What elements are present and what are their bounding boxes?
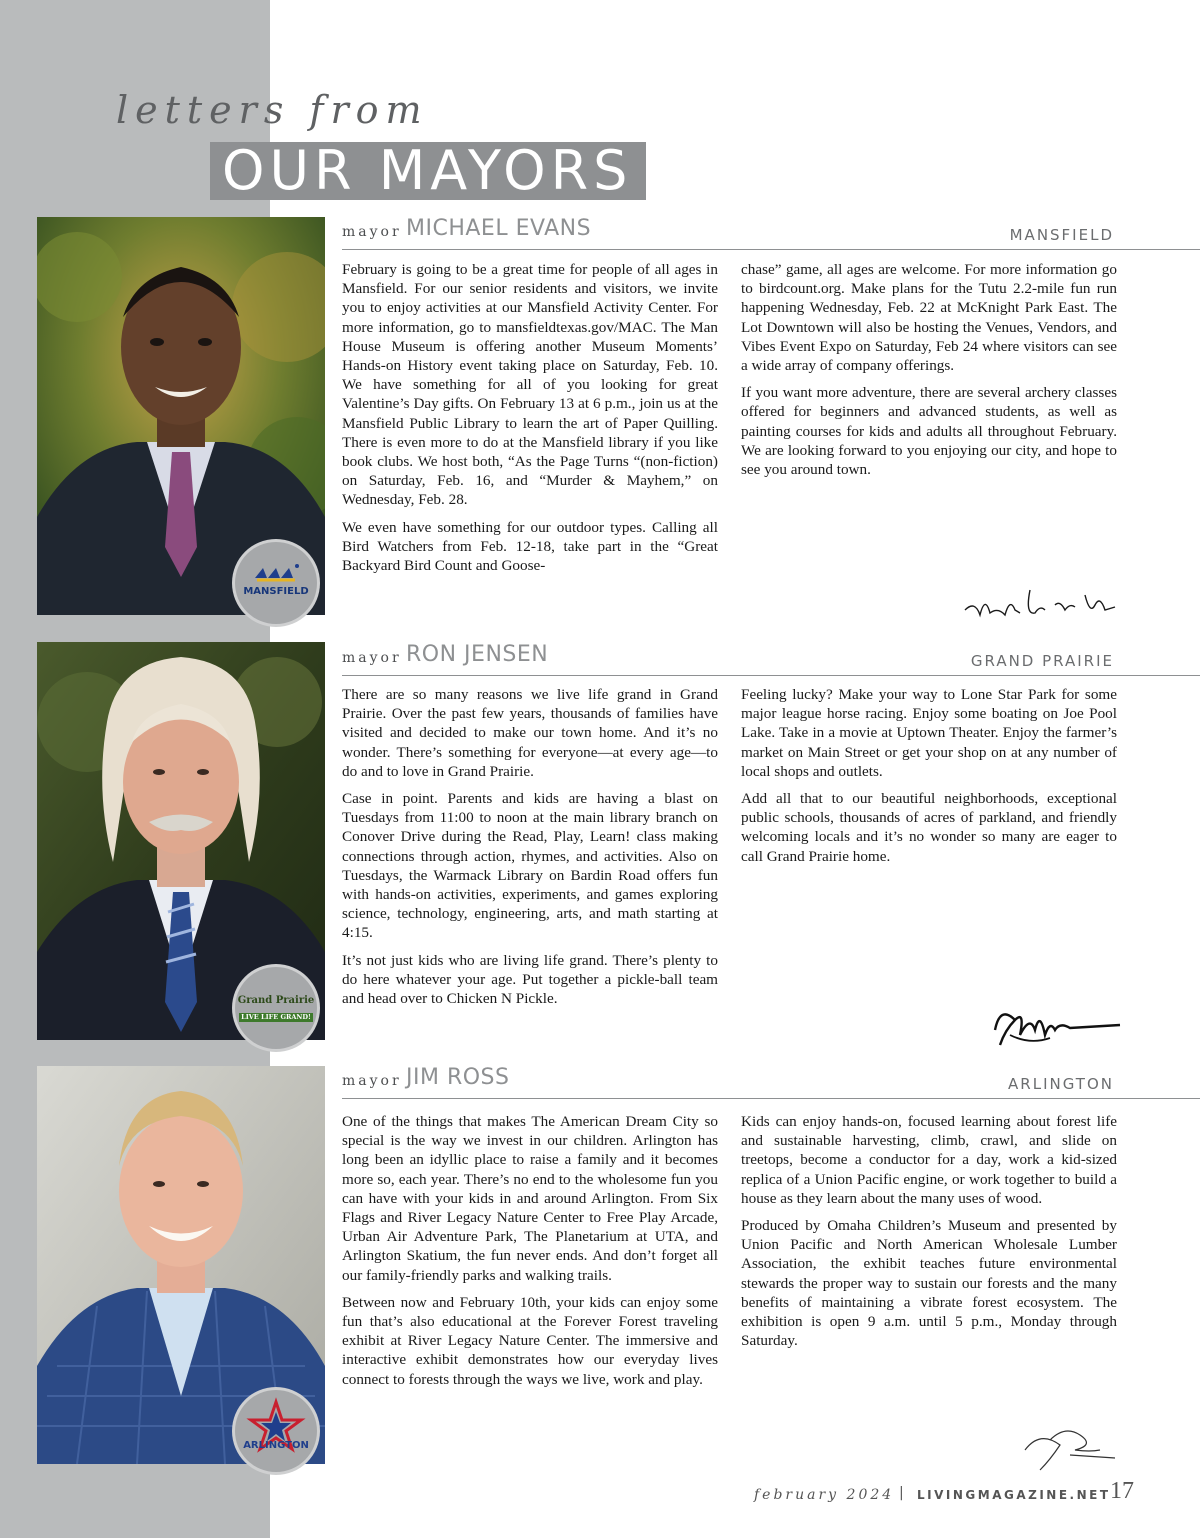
arlington-star-icon: [235, 1390, 317, 1472]
footer-website: LIVINGMAGAZINE.NET: [917, 1488, 1111, 1502]
paragraph: Case in point. Parents and kids are having a blast on Tuesdays from 11:00 to noon at the main library branch on Conover Drive during the Read, Play, Learn! class making connections through action, rhymes, and activities. Also on Tuesdays, the Warmack Library on Bardin Road offers fun with hands-on activities, experiments, and games exploring science, technology, engineering, arts, and math starting at 4:15.: [342, 790, 718, 942]
mayor-header-mansfield: [342, 217, 1200, 250]
paragraph: Kids can enjoy hands-on, focused learning about forest life and sustainable harvesting, climb, crawl, and slide on treetops, become a conductor for a day, work a kid-sized replica of a Union Pacific engine, or work together to build a house as they learn about the many uses of wood.: [741, 1113, 1117, 1207]
city-name: MANSFIELD: [1009, 226, 1114, 244]
letter-column-1: [342, 685, 718, 1016]
paragraph: Add all that to our beautiful neighborhoods, exceptional public schools, thousands of acres of parkland, and friendly welcoming locals and it’s no wonder so many are eager to call Grand Prairie home.: [741, 790, 1117, 865]
mansfield-logo-icon: [235, 542, 317, 624]
paragraph: Produced by Omaha Children’s Museum and presented by Union Pacific and North American Wholesale Lumber Association, the exhibit teaches future environmental stewards the proper way to sustain our forests and the many benefits of maintaining a vibrate forest ecosystem. The exhibition is open 9 a.m. until 5 p.m., Monday through Saturday.: [741, 1217, 1117, 1350]
page-footer: [0, 1478, 1200, 1508]
signature-jim-ross: [1020, 1420, 1120, 1475]
paragraph: There are so many reasons we live life grand in Grand Prairie. Over the past few years, thousands of families have visited and decided to make our town home. And it’s no wonder. There’s something for everyone—at every age—to do and to love in Grand Prairie.: [342, 686, 718, 780]
footer-issue-date: february 2024: [754, 1487, 895, 1503]
grand-prairie-logo-badge: [235, 967, 317, 1049]
page-title: OUR MAYORS: [222, 139, 633, 202]
mansfield-logo-text: MANSFIELD: [243, 586, 309, 597]
mayor-name: RON JENSEN: [406, 642, 549, 667]
header-kicker: letters from: [116, 88, 429, 132]
mayor-name: JIM ROSS: [406, 1065, 510, 1090]
mayor-label: mayor: [342, 224, 402, 240]
paragraph: chase” game, all ages are welcome. For more information go to birdcount.org. Make plans for the Tutu 2.2-mile fun run happening Wednesday, Feb. 22 at McKnight Park East. The Lot Downtown will also be hosting the Venues, Vendors, and Vibes Event Expo on Saturday, Feb 24 where visitors can see a wide array of company offerings.: [741, 261, 1117, 375]
letter-column-1: [342, 260, 718, 583]
paragraph: One of the things that makes The American Dream City so special is the way we invest in our children. Arlington has long been an idyllic place to raise a family and it becomes more so, each year. There’s no end to the wholesome fun you can have with your kids in and around Arlington. From Six Flags and River Legacy Nature Center to Free Play Arcade, Urban Air Adventure Park, The Planetarium at UTA, and Arlington Skatium, the fun never ends. And don’t forget all our family-friendly parks and walking trails.: [342, 1113, 718, 1284]
grand-prairie-logo-text: Grand Prairie: [237, 995, 315, 1006]
paragraph: Between now and February 10th, your kids can enjoy some fun that’s also educational at the Forever Forest traveling exhibit at River Legacy Nature Center. The immersive and interactive exhibit demonstrates how our everyday lives connect to forests through the ways we live, work and play.: [342, 1293, 718, 1388]
grand-prairie-tagline: LIVE LIFE GRAND!: [241, 1013, 311, 1021]
letter-column-1: [342, 1112, 718, 1397]
letter-column-2: [741, 260, 1117, 487]
mayor-label: mayor: [342, 650, 402, 666]
mayor-header-grand-prairie: [342, 643, 1200, 676]
mayor-label: mayor: [342, 1073, 402, 1089]
footer-separator: |: [899, 1485, 904, 1501]
mansfield-logo-badge: [235, 542, 317, 624]
paragraph: We even have something for our outdoor types. Calling all Bird Watchers from Feb. 12-18, take part in the “Great Backyard Bird Count and Goose-: [342, 518, 718, 575]
letter-column-2: [741, 1112, 1117, 1358]
paragraph: If you want more adventure, there are several archery classes offered for beginners and advanced students, as well as painting courses for kids and adults all throughout February. We are looking forward to you enjoying our city, and hope to see you around town.: [741, 384, 1117, 479]
mayor-header-arlington: [342, 1066, 1200, 1099]
paragraph: Feeling lucky? Make your way to Lone Star Park for some major league horse racing. Enjoy some boating on Joe Pool Lake. Take in a movie at Uptown Theater. Enjoy the farmer’s market on Main Street or get your shop on at any number of local shops and outlets.: [741, 686, 1117, 780]
city-name: GRAND PRAIRIE: [970, 652, 1114, 670]
page-number: 17: [1110, 1478, 1134, 1504]
signature-ron-jensen: [990, 1000, 1125, 1055]
city-name: ARLINGTON: [1008, 1075, 1114, 1093]
arlington-logo-badge: [235, 1390, 317, 1472]
paragraph: February is going to be a great time for people of all ages in Mansfield. For our senior residents and visitors, we invite you to enjoy activities at our Mansfield Activity Center. For more information, go to mansfieldtexas.gov/MAC. The Man House Museum is offering another Museum Moments’ Hands-on History event taking place on Saturday, Feb. 10. We have something for all of you looking for great Valentine’s Day gifts. On February 13 at 6 p.m., join us at the Mansfield Public Library to learn the art of Paper Quilling. There is even more to do at the Mansfield library if you like book clubs. We host both, “As the Page Turns “(non-fiction) on Saturday, Feb. 16, and “Murder & Mayhem,” on Wednesday, Feb. 28.: [342, 261, 718, 509]
arlington-logo-text: ARLINGTON: [243, 1440, 309, 1451]
letter-column-2: [741, 685, 1117, 874]
paragraph: It’s not just kids who are living life grand. There’s plenty to do here whatever your age. Put together a pickle-ball team and head over to Chicken N Pickle.: [342, 951, 718, 1008]
mayor-name: MICHAEL EVANS: [406, 216, 592, 241]
signature-michael-evans: [960, 585, 1130, 630]
